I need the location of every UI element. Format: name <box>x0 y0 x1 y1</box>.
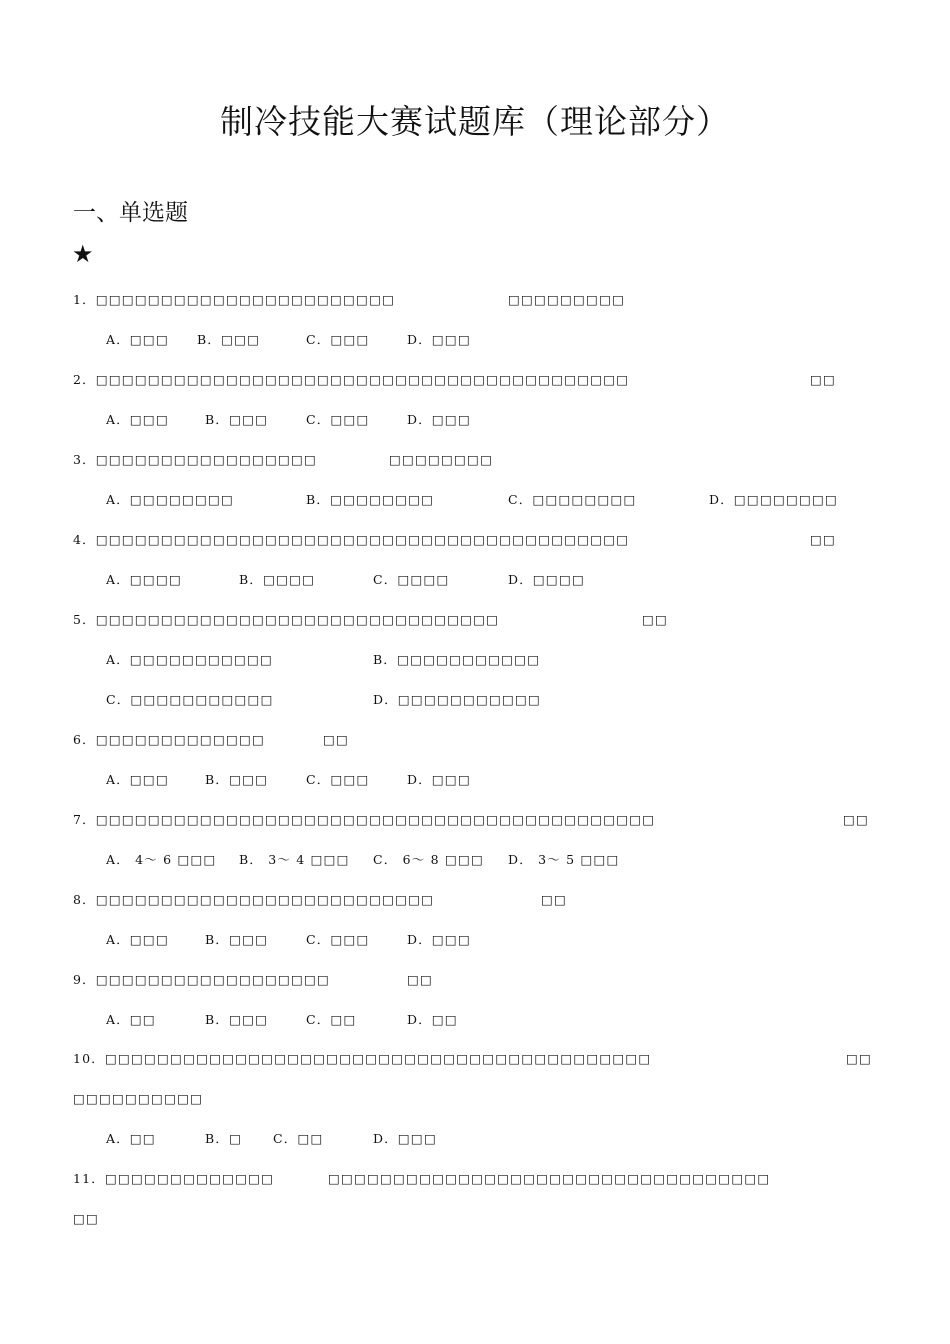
question-8-option-a: A．□□□ <box>106 932 169 947</box>
question-2-stem: 2．□□□□□□□□□□□□□□□□□□□□□□□□□□□□□□□□□□□□□□□□□ <box>73 372 630 387</box>
question-11-stem: 11．□□□□□□□□□□□□□ <box>73 1171 275 1186</box>
question-7-option-a: A． 4～ 6 □□□ <box>106 852 217 867</box>
question-4-option-c: C．□□□□ <box>373 572 450 587</box>
question-5-option-d: D．□□□□□□□□□□□ <box>373 692 542 707</box>
question-5-option-c: C．□□□□□□□□□□□ <box>106 692 274 707</box>
question-3-option-a: A．□□□□□□□□ <box>106 492 235 507</box>
question-7-stem: 7．□□□□□□□□□□□□□□□□□□□□□□□□□□□□□□□□□□□□□□□□□□□ <box>73 812 656 827</box>
question-4-paren: □□ <box>810 532 837 547</box>
question-9-option-c: C．□□ <box>306 1012 357 1027</box>
question-9-stem: 9．□□□□□□□□□□□□□□□□□□ <box>73 972 331 987</box>
question-6-option-c: C．□□□ <box>306 772 370 787</box>
question-9-option-b: B．□□□ <box>205 1012 269 1027</box>
question-5-option-a: A．□□□□□□□□□□□ <box>106 652 274 667</box>
question-1-paren: □□□□□□□□□ <box>508 292 626 307</box>
question-3-paren: □□□□□□□□ <box>389 452 494 467</box>
section-heading: 一、单选题 <box>73 200 188 226</box>
question-10-option-d: D．□□□ <box>373 1131 437 1146</box>
question-10-stem: 10．□□□□□□□□□□□□□□□□□□□□□□□□□□□□□□□□□□□□□□□□□□ <box>73 1051 652 1066</box>
question-2-option-b: B．□□□ <box>205 412 269 427</box>
question-5-stem: 5．□□□□□□□□□□□□□□□□□□□□□□□□□□□□□□□ <box>73 612 500 627</box>
question-1-option-a: A．□□□ <box>106 332 169 347</box>
question-4-option-a: A．□□□□ <box>106 572 182 587</box>
question-3-option-d: D．□□□□□□□□ <box>709 492 839 507</box>
question-3-option-b: B．□□□□□□□□ <box>306 492 435 507</box>
question-10-continuation: □□□□□□□□□□ <box>73 1091 204 1106</box>
question-10-option-c: C．□□ <box>273 1131 324 1146</box>
question-3-option-c: C．□□□□□□□□ <box>508 492 637 507</box>
question-7-paren: □□ <box>843 812 870 827</box>
question-4-option-d: D．□□□□ <box>508 572 585 587</box>
question-7-option-d: D． 3～ 5 □□□ <box>508 852 620 867</box>
question-8-stem: 8．□□□□□□□□□□□□□□□□□□□□□□□□□□ <box>73 892 435 907</box>
question-6-option-a: A．□□□ <box>106 772 169 787</box>
question-6-paren: □□ <box>323 732 350 747</box>
question-9-option-d: D．□□ <box>407 1012 458 1027</box>
question-8-option-b: B．□□□ <box>205 932 269 947</box>
question-4-stem: 4．□□□□□□□□□□□□□□□□□□□□□□□□□□□□□□□□□□□□□□□□□ <box>73 532 630 547</box>
question-7-option-c: C． 6～ 8 □□□ <box>373 852 485 867</box>
question-8-paren: □□ <box>541 892 568 907</box>
question-11-tail: □□□□□□□□□□□□□□□□□□□□□□□□□□□□□□□□□□ <box>328 1171 771 1186</box>
question-2-paren: □□ <box>810 372 837 387</box>
question-2-option-a: A．□□□ <box>106 412 169 427</box>
question-5-paren: □□ <box>642 612 669 627</box>
question-7-option-b: B． 3～ 4 □□□ <box>239 852 350 867</box>
question-1-option-c: C．□□□ <box>306 332 370 347</box>
question-1-stem: 1．□□□□□□□□□□□□□□□□□□□□□□□ <box>73 292 396 307</box>
question-8-option-c: C．□□□ <box>306 932 370 947</box>
question-2-option-c: C．□□□ <box>306 412 370 427</box>
question-10-option-a: A．□□ <box>106 1131 156 1146</box>
question-9-paren: □□ <box>407 972 434 987</box>
question-10-option-b: B．□ <box>205 1131 243 1146</box>
question-9-option-a: A．□□ <box>106 1012 156 1027</box>
star-icon: ★ <box>72 240 94 268</box>
question-8-option-d: D．□□□ <box>407 932 471 947</box>
question-11-continuation: □□ <box>73 1211 100 1226</box>
question-4-option-b: B．□□□□ <box>239 572 316 587</box>
question-10-paren: □□ <box>846 1051 873 1066</box>
question-6-stem: 6．□□□□□□□□□□□□□ <box>73 732 265 747</box>
question-6-option-b: B．□□□ <box>205 772 269 787</box>
question-3-stem: 3．□□□□□□□□□□□□□□□□□ <box>73 452 318 467</box>
document-title: 制冷技能大赛试题库（理论部分） <box>220 102 730 141</box>
question-6-option-d: D．□□□ <box>407 772 471 787</box>
question-2-option-d: D．□□□ <box>407 412 471 427</box>
question-1-option-b: B．□□□ <box>197 332 261 347</box>
question-1-option-d: D．□□□ <box>407 332 471 347</box>
question-5-option-b: B．□□□□□□□□□□□ <box>373 652 541 667</box>
